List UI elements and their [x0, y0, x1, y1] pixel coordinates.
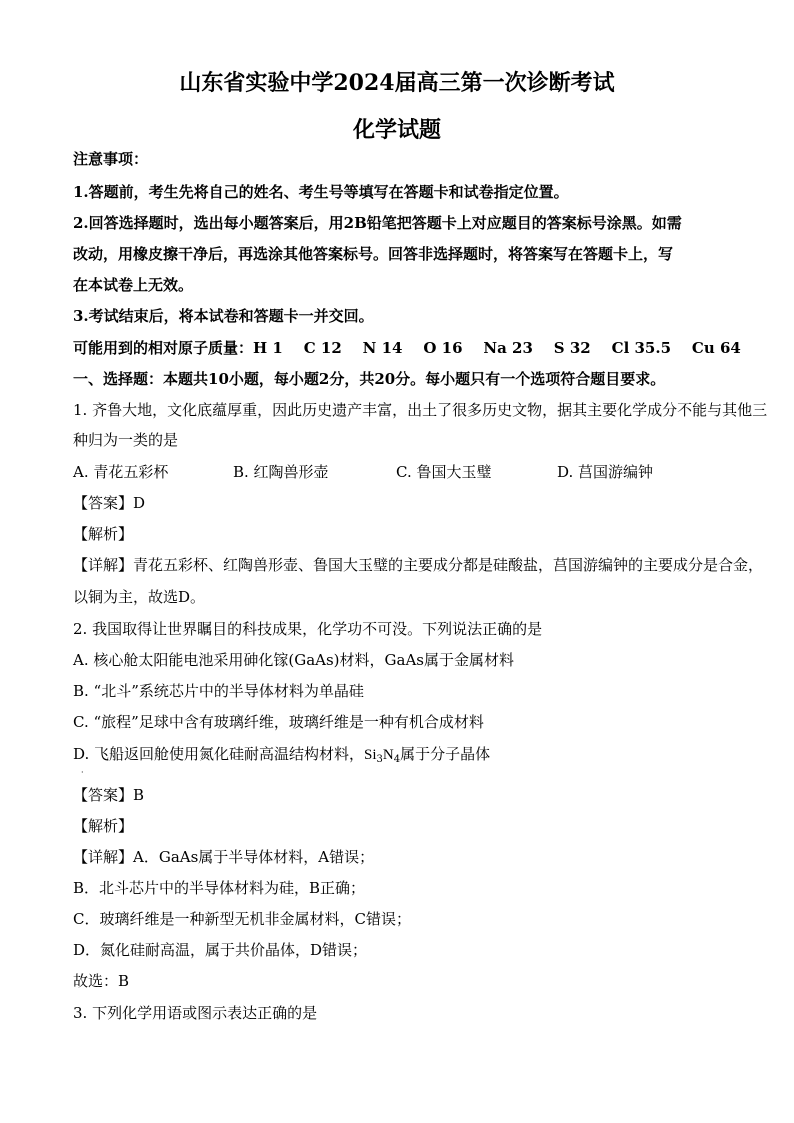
exam-title: 山东省实验中学2024届高三第一次诊断考试	[179, 70, 615, 96]
q2-option-c: C. “旅程”足球中含有玻璃纤维，玻璃纤维是一种有机合成材料	[73, 713, 484, 731]
q1-option-a: A. 青花五彩杯	[73, 463, 169, 481]
q1-option-c: C. 鲁国大玉璧	[396, 463, 492, 481]
formula-sub-3: 3	[376, 754, 383, 765]
note-2b: 改动，用橡皮擦干净后，再选涂其他答案标号。回答非选择题时，将答案写在答题卡上，写	[73, 245, 674, 263]
section-1-heading: 一、选择题：本题共10小题，每小题2分，共20分。每小题只有一个选项符合题目要求。	[73, 370, 666, 388]
q1-detail-line-2: 以铜为主，故选D。	[73, 588, 206, 606]
q1-stem-line-1: 1. 齐鲁大地，文化底蕴厚重，因此历史遗产丰富，出土了很多历史文物，据其主要化学成分不能与其他三	[73, 401, 768, 419]
stray-dot: ·	[81, 768, 84, 777]
formula-si: Si	[364, 747, 377, 763]
formula-n: N	[382, 747, 394, 763]
q2-detail-4: D．氮化硅耐高温，属于共价晶体，D错误；	[73, 941, 368, 959]
q1-detail-line-1: 【详解】青花五彩杯、红陶兽形壶、鲁国大玉璧的主要成分都是硅酸盐，莒国游编钟的主要成分是合金，	[73, 556, 764, 574]
note-3: 3.考试结束后，将本试卷和答题卡一并交回。	[73, 307, 374, 325]
q2-stem: 2. 我国取得让世界瞩目的科技成果，化学功不可没。下列说法正确的是	[73, 620, 543, 638]
q2-option-d-tail: 属于分子晶体	[400, 745, 491, 763]
note-2c: 在本试卷上无效。	[73, 276, 194, 294]
q1-option-b: B. 红陶兽形壶	[233, 463, 329, 481]
q2-detail-5: 故选：B	[73, 972, 130, 990]
q1-option-d: D. 莒国游编钟	[557, 463, 654, 481]
atomic-masses: 可能用到的相对原子质量：H 1 C 12 N 14 O 16 Na 23 S 32 Cl 35.5 Cu 64	[73, 339, 741, 357]
q3-stem: 3. 下列化学用语或图示表达正确的是	[73, 1004, 318, 1022]
q2-option-a: A. 核心舱太阳能电池采用砷化镓(GaAs)材料，GaAs属于金属材料	[73, 651, 514, 669]
note-1: 1.答题前，考生先将自己的姓名、考生号等填写在答题卡和试卷指定位置。	[73, 183, 569, 201]
q2-detail-3: C．玻璃纤维是一种新型无机非金属材料，C错误；	[73, 910, 411, 928]
q2-answer: 【答案】B	[73, 786, 145, 804]
formula-sub-4: 4	[393, 754, 401, 765]
q2-analysis-label: 【解析】	[73, 817, 134, 835]
q2-option-d	[73, 745, 723, 769]
q1-analysis-label: 【解析】	[73, 525, 134, 543]
note-2a: 2.回答选择题时，选出每小题答案后，用2B铅笔把答题卡上对应题目的答案标号涂黑。如需	[73, 214, 682, 232]
q2-detail-2: B．北斗芯片中的半导体材料为硅，B正确；	[73, 879, 366, 897]
q1-stem-line-2: 种归为一类的是	[73, 431, 179, 449]
notes-heading: 注意事项：	[73, 150, 149, 168]
q1-answer: 【答案】D	[73, 494, 146, 512]
q2-option-b: B. “北斗”系统芯片中的半导体材料为单晶硅	[73, 682, 364, 700]
exam-subtitle: 化学试题	[352, 117, 441, 143]
q2-detail-1: 【详解】A．GaAs属于半导体材料，A错误；	[73, 848, 375, 866]
q2-option-d-text: D. 飞船返回舱使用氮化硅耐高温结构材料，	[73, 745, 365, 763]
